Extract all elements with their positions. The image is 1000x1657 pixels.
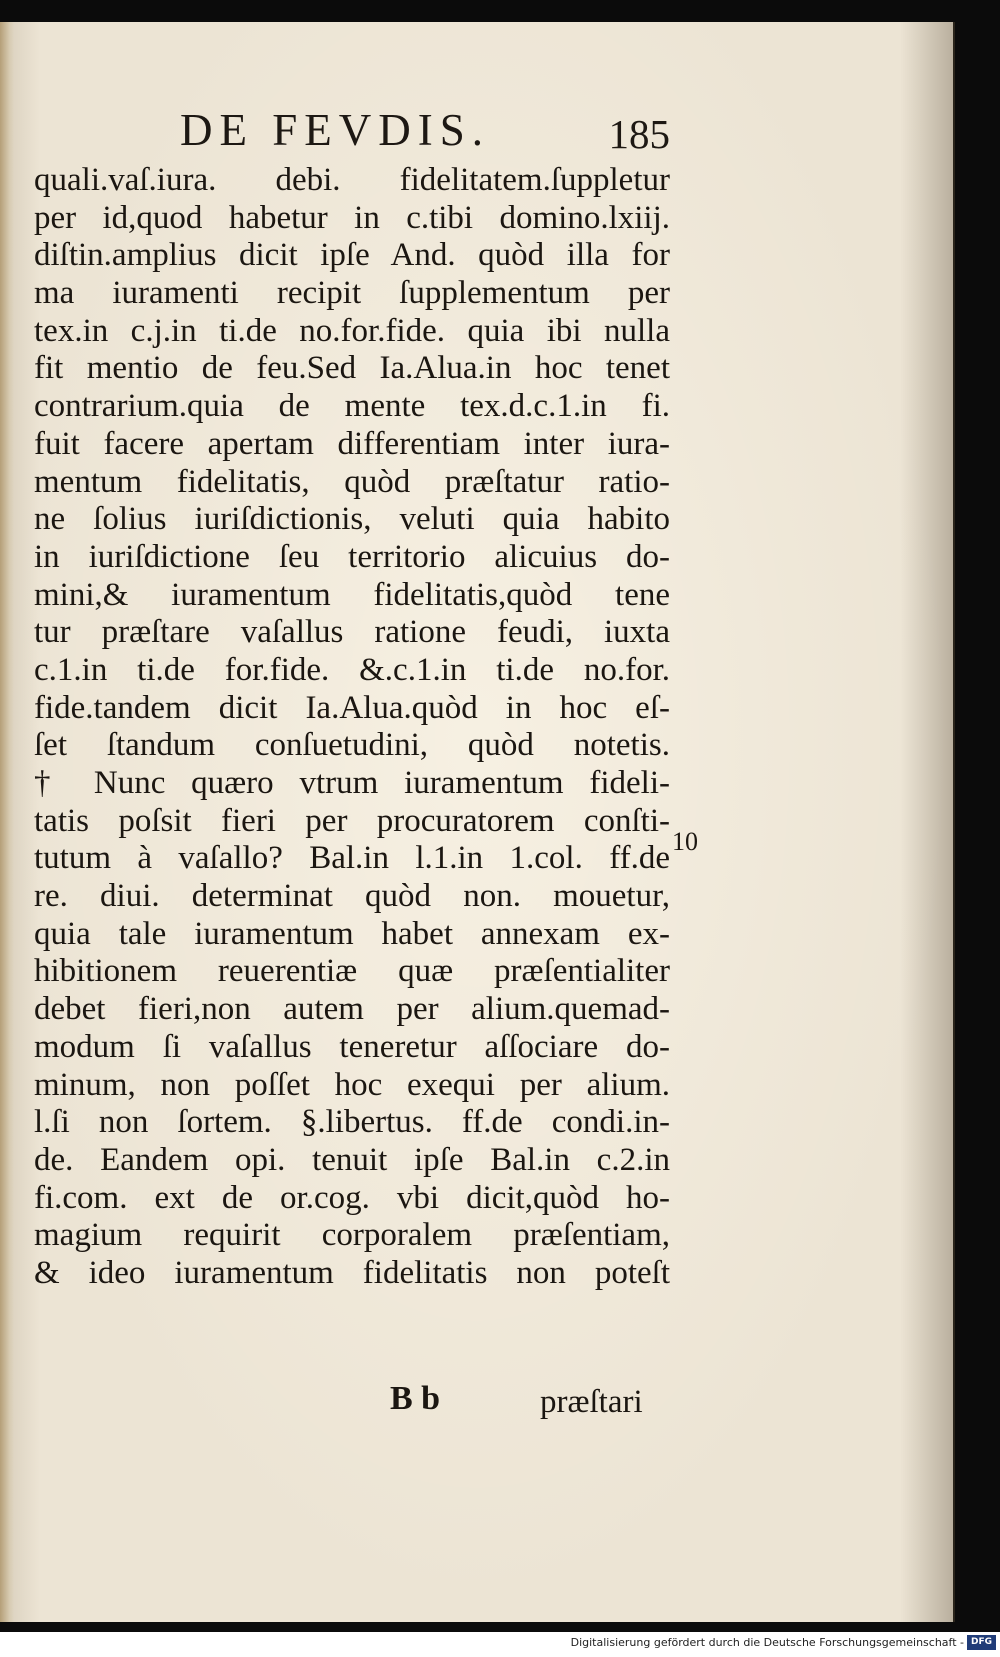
text-line: quia tale iuramentum habet annexam ex- xyxy=(34,915,670,952)
catchword: præſtari xyxy=(540,1384,643,1420)
text-line: per id,quod habetur in c.tibi domino.lxiij. xyxy=(34,199,670,236)
margin-note-number: 10 xyxy=(672,827,698,856)
text-line: fuit facere apertam differentiam inter iura- xyxy=(34,425,670,462)
text-line: debet fieri,non autem per alium.quemad- xyxy=(34,991,670,1028)
text-line: tex.in c.j.in ti.de no.for.fide. quia ibi nulla xyxy=(34,312,670,349)
text-line: l.ſi non ſortem. §.libertus. ff.de condi.in- xyxy=(34,1104,670,1141)
text-line: ne ſolius iuriſdictionis, veluti quia habito xyxy=(34,501,670,538)
text-line: tutum à vaſallo? Bal.in l.1.in 1.col. ff.de xyxy=(34,840,670,877)
text-line: minum, non poſſet hoc exequi per alium. xyxy=(34,1066,670,1103)
text-line: mentum fidelitatis, quòd præſtatur ratio- xyxy=(34,463,670,500)
text-line: modum ſi vaſallus teneretur aſſociare do- xyxy=(34,1028,670,1065)
text-line: fi.com. ext de or.cog. vbi dicit,quòd ho- xyxy=(34,1179,670,1216)
text-line: hibitionem reuerentiæ quæ præſentialiter xyxy=(34,953,670,990)
text-line: in iuriſdictione ſeu territorio alicuius do- xyxy=(34,538,670,575)
text-line: & ideo iuramentum fidelitatis non poteſt xyxy=(34,1254,670,1291)
text-line: ſet ſtandum conſuetudini, quòd notetis. xyxy=(34,727,670,764)
text-line: re. diui. determinat quòd non. mouetur, xyxy=(34,878,670,915)
text-line: † Nunc quæro vtrum iuramentum fideli- xyxy=(34,765,670,801)
dfg-logo-icon: DFG xyxy=(967,1635,996,1650)
text-line: contrarium.quia de mente tex.d.c.1.in fi. xyxy=(34,388,670,425)
credit-text: Digitalisierung gefördert durch die Deutsche Forschungsgemeinschaft - xyxy=(570,1636,964,1649)
text-line: tur præſtare vaſallus ratione feudi, iuxta xyxy=(34,614,670,651)
text-line: diſtin.amplius dicit ipſe And. quòd illa for xyxy=(34,237,670,274)
text-line: mini,& iuramentum fidelitatis,quòd tene xyxy=(34,576,670,613)
running-title: DE FEVDIS. xyxy=(180,105,491,155)
text-line: magium requirit corporalem præſentiam, xyxy=(34,1217,670,1254)
text-line: de. Eandem opi. tenuit ipſe Bal.in c.2.in xyxy=(34,1141,670,1178)
page-number: 185 xyxy=(608,111,670,157)
body-text xyxy=(34,162,670,1293)
text-line: fide.tandem dicit Ia.Alua.quòd in hoc eſ- xyxy=(34,689,670,726)
signature-mark: B b xyxy=(390,1380,441,1417)
page-gutter xyxy=(0,22,14,1622)
page-header xyxy=(180,104,670,170)
text-line: c.1.in ti.de for.fide. &.c.1.in ti.de no.for. xyxy=(34,651,670,688)
text-line: quali.vaſ.iura. debi. fidelitatem.ſuppletur xyxy=(34,162,670,198)
text-line: ma iuramenti recipit ſupplementum per xyxy=(34,275,670,312)
text-line: tatis poſsit fieri per procuratorem conſti- xyxy=(34,802,670,839)
text-line: fit mentio de feu.Sed Ia.Alua.in hoc tenet xyxy=(34,350,670,387)
digitization-credit-bar xyxy=(0,1632,1000,1657)
